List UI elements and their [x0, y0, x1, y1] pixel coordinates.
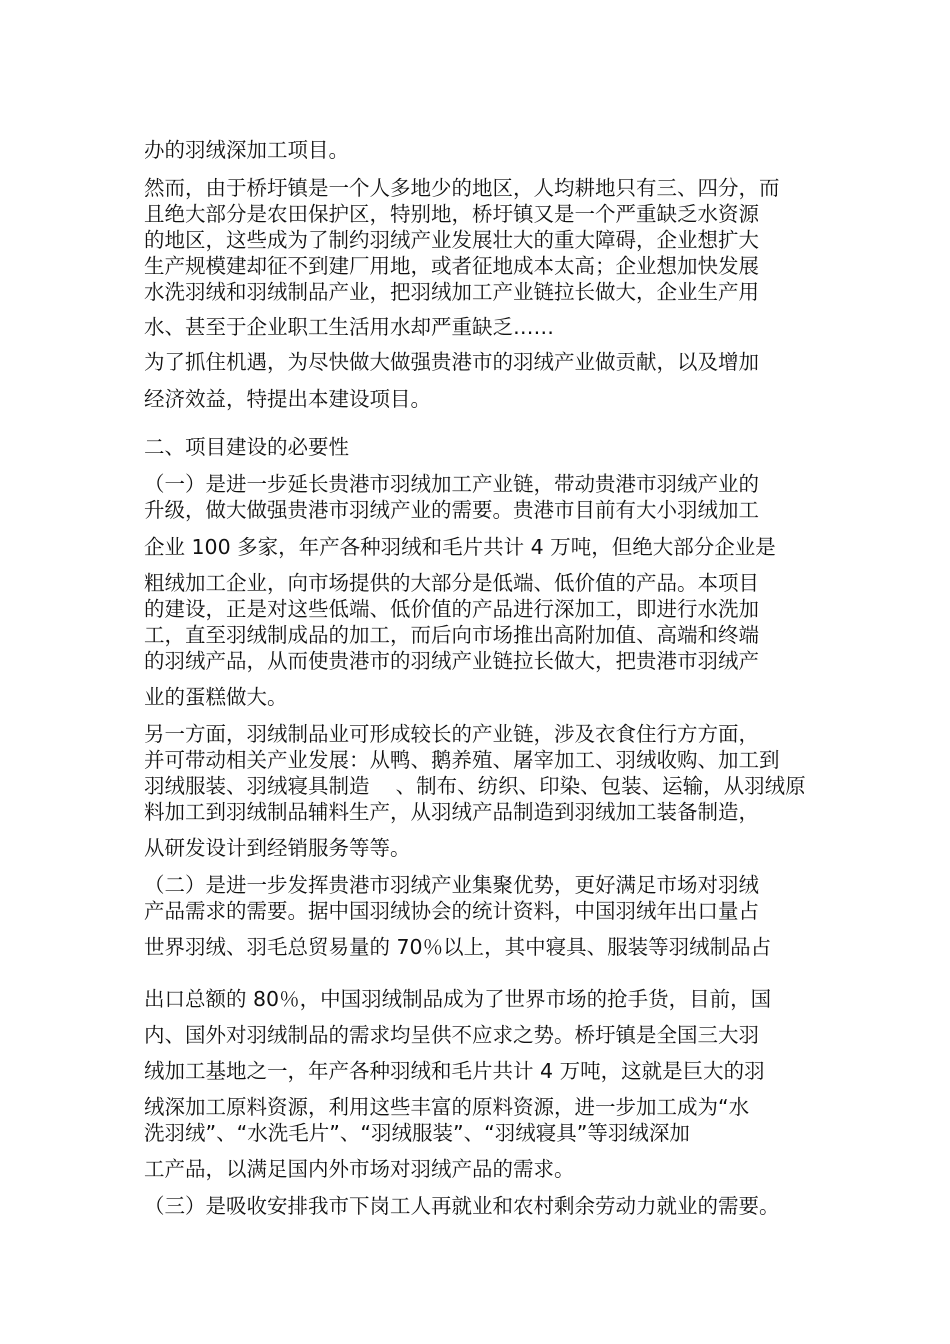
- text-line: 出口总额的 80％，中国羽绒制品成为了世界市场的抢手货，目前，国: [144, 987, 772, 1011]
- text-line: 另一方面，羽绒制品业可形成较长的产业链，涉及衣食住行方方面，: [144, 722, 759, 746]
- section-heading: 二、项目建设的必要性: [144, 435, 349, 459]
- text-line: 洗羽绒”、“水洗毛片”、“羽绒服装”、“羽绒寝具”等羽绒深加: [144, 1121, 690, 1145]
- text-line: 生产规模建却征不到建厂用地，或者征地成本太高；企业想加快发展: [144, 254, 759, 278]
- text-line: 经济效益，特提出本建设项目。: [144, 387, 431, 411]
- text-line: 内、国外对羽绒制品的需求均呈供不应求之势。桥圩镇是全国三大羽: [144, 1023, 759, 1047]
- text-line: 的地区，这些成为了制约羽绒产业发展壮大的重大障碍，企业想扩大: [144, 228, 759, 252]
- text-line: 业的蛋糕做大。: [144, 685, 288, 709]
- text-line: （一）是进一步延长贵港市羽绒加工产业链，带动贵港市羽绒产业的: [144, 472, 759, 496]
- text-line: 羽绒服装、羽绒寝具制造 、制布、纺织、印染、包装、运输，从羽绒原: [144, 774, 806, 798]
- text-line: 办的羽绒深加工项目。: [144, 138, 349, 162]
- text-line: 料加工到羽绒制品辅料生产，从羽绒产品制造到羽绒加工装备制造，: [144, 800, 759, 824]
- text-line: 然而，由于桥圩镇是一个人多地少的地区，人均耕地只有三、四分，而: [144, 176, 780, 200]
- text-line: 的建设，正是对这些低端、低价值的产品进行深加工，即进行水洗加: [144, 597, 759, 621]
- text-line: （二）是进一步发挥贵港市羽绒产业集聚优势，更好满足市场对羽绒: [144, 873, 759, 897]
- text-line: 工产品，以满足国内外市场对羽绒产品的需求。: [144, 1157, 575, 1181]
- text-line: 升级，做大做强贵港市羽绒产业的需要。贵港市目前有大小羽绒加工: [144, 498, 759, 522]
- text-line: 的羽绒产品，从而使贵港市的羽绒产业链拉长做大，把贵港市羽绒产: [144, 649, 759, 673]
- text-line: 水洗羽绒和羽绒制品产业，把羽绒加工产业链拉长做大，企业生产用: [144, 280, 759, 304]
- text-line: 且绝大部分是农田保护区，特别地，桥圩镇又是一个严重缺乏水资源: [144, 202, 759, 226]
- text-line: 绒加工基地之一，年产各种羽绒和毛片共计 4 万吨，这就是巨大的羽: [144, 1059, 765, 1083]
- text-line: 企业 100 多家，年产各种羽绒和毛片共计 4 万吨，但绝大部分企业是: [144, 535, 776, 559]
- text-line: 粗绒加工企业，向市场提供的大部分是低端、低价值的产品。本项目: [144, 571, 759, 595]
- text-line: 为了抓住机遇，为尽快做大做强贵港市的羽绒产业做贡献，以及增加: [144, 350, 759, 374]
- text-line: 从研发设计到经销服务等等。: [144, 836, 411, 860]
- text-line: （三）是吸收安排我市下岗工人再就业和农村剩余劳动力就业的需要。: [144, 1194, 780, 1218]
- text-line: 产品需求的需要。据中国羽绒协会的统计资料，中国羽绒年出口量占: [144, 899, 759, 923]
- text-line: 工，直至羽绒制成品的加工，而后向市场推出高附加值、高端和终端: [144, 623, 759, 647]
- text-line: 绒深加工原料资源，利用这些丰富的原料资源，进一步加工成为“水: [144, 1095, 750, 1119]
- text-line: 世界羽绒、羽毛总贸易量的 70％以上，其中寝具、服装等羽绒制品占: [144, 935, 772, 959]
- text-line: 并可带动相关产业发展：从鸭、鹅养殖、屠宰加工、羽绒收购、加工到: [144, 748, 780, 772]
- text-line: 水、甚至于企业职工生活用水却严重缺乏……: [144, 315, 554, 339]
